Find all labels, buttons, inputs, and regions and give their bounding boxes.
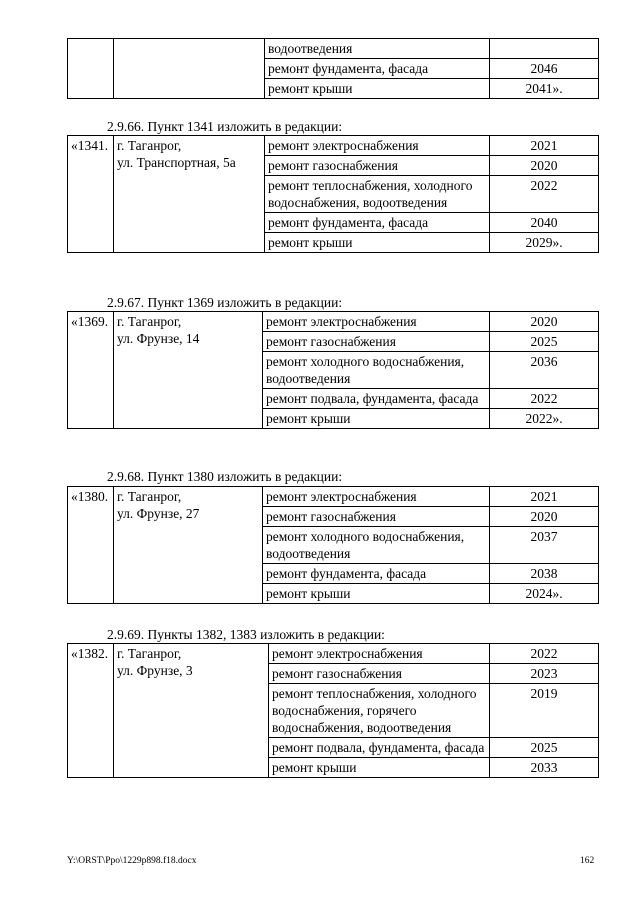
work-cell: ремонт газоснабжения	[269, 664, 490, 684]
address-street: ул. Фрунзе, 3	[117, 663, 193, 678]
year-cell: 2020	[490, 507, 599, 527]
work-cell: ремонт крыши	[265, 79, 490, 99]
year-cell: 2025	[490, 332, 599, 352]
year-cell: 2036	[490, 352, 599, 389]
table-row	[68, 644, 599, 664]
work-cell: ремонт фундамента, фасада	[265, 59, 490, 79]
address-city: г. Таганрог,	[117, 489, 182, 504]
year-cell	[490, 39, 599, 59]
work-cell: ремонт газоснабжения	[263, 332, 490, 352]
year-cell: 2022».	[490, 409, 599, 429]
address-city: г. Таганрог,	[117, 646, 182, 661]
work-cell: ремонт электроснабжения	[269, 644, 490, 664]
year-cell: 2022	[490, 644, 599, 664]
address-city: г. Таганрог,	[117, 314, 182, 329]
work-cell: ремонт фундамента, фасада	[265, 213, 490, 233]
work-cell: ремонт крыши	[263, 409, 490, 429]
work-cell: ремонт фундамента, фасада	[263, 564, 490, 584]
work-cell: ремонт крыши	[269, 758, 490, 778]
address-cell	[114, 39, 265, 99]
work-cell: ремонт крыши	[265, 233, 490, 253]
work-cell: ремонт газоснабжения	[263, 507, 490, 527]
num-cell	[68, 39, 114, 99]
section-heading: 2.9.67. Пункт 1369 изложить в редакции:	[107, 295, 343, 310]
year-cell: 2038	[490, 564, 599, 584]
address-city: г. Таганрог,	[117, 138, 182, 153]
footer-file-path: Y:\ORST\Ppo\1229p898.f18.docx	[67, 856, 197, 866]
work-cell: ремонт холодного водоснабжения, водоотведения	[263, 352, 490, 389]
year-cell: 2021	[490, 136, 599, 156]
work-cell: ремонт крыши	[263, 584, 490, 604]
item-number: «1341.	[68, 136, 114, 253]
section-heading: 2.9.69. Пункты 1382, 1383 изложить в редакции:	[107, 627, 385, 642]
address-street: ул. Фрунзе, 14	[117, 331, 200, 346]
year-cell: 2019	[490, 684, 599, 738]
page-number: 162	[580, 856, 595, 866]
work-cell: ремонт газоснабжения	[265, 156, 490, 176]
item-number: «1380.	[68, 487, 114, 604]
address-cell	[114, 644, 269, 778]
work-cell: водоотведения	[265, 39, 490, 59]
work-cell: ремонт холодного водоснабжения, водоотведения	[263, 527, 490, 564]
year-cell: 2023	[490, 664, 599, 684]
address-cell	[114, 136, 265, 253]
year-cell: 2020	[490, 312, 599, 332]
continuation-table	[67, 38, 598, 99]
year-cell: 2022	[490, 389, 599, 409]
address-street: ул. Транспортная, 5а	[117, 155, 236, 170]
work-cell: ремонт электроснабжения	[263, 487, 490, 507]
section-table	[67, 135, 598, 253]
year-cell: 2029».	[490, 233, 599, 253]
year-cell: 2025	[490, 738, 599, 758]
address-street: ул. Фрунзе, 27	[117, 506, 200, 521]
work-cell: ремонт подвала, фундамента, фасада	[269, 738, 490, 758]
table-row	[68, 136, 599, 156]
address-cell	[114, 487, 263, 604]
section-table	[67, 486, 598, 604]
item-number: «1382.	[68, 644, 114, 778]
year-cell: 2033	[490, 758, 599, 778]
year-cell: 2020	[490, 156, 599, 176]
work-cell: ремонт электроснабжения	[263, 312, 490, 332]
year-cell: 2022	[490, 176, 599, 213]
year-cell: 2040	[490, 213, 599, 233]
work-cell: ремонт подвала, фундамента, фасада	[263, 389, 490, 409]
table-row	[68, 39, 599, 59]
address-cell	[114, 312, 263, 429]
table-row	[68, 312, 599, 332]
year-cell: 2037	[490, 527, 599, 564]
section-table	[67, 311, 598, 429]
section-heading: 2.9.66. Пункт 1341 изложить в редакции:	[107, 119, 343, 134]
year-cell: 2021	[490, 487, 599, 507]
year-cell: 2041».	[490, 79, 599, 99]
work-cell: ремонт электроснабжения	[265, 136, 490, 156]
year-cell: 2024».	[490, 584, 599, 604]
section-table	[67, 643, 598, 778]
work-cell: ремонт теплоснабжения, холодного водоснабжения, водоотведения	[265, 176, 490, 213]
section-heading: 2.9.68. Пункт 1380 изложить в редакции:	[107, 469, 343, 484]
table-row	[68, 487, 599, 507]
year-cell: 2046	[490, 59, 599, 79]
item-number: «1369.	[68, 312, 114, 429]
work-cell: ремонт теплоснабжения, холодного водоснабжения, горячего водоснабжения, водоотведения	[269, 684, 490, 738]
